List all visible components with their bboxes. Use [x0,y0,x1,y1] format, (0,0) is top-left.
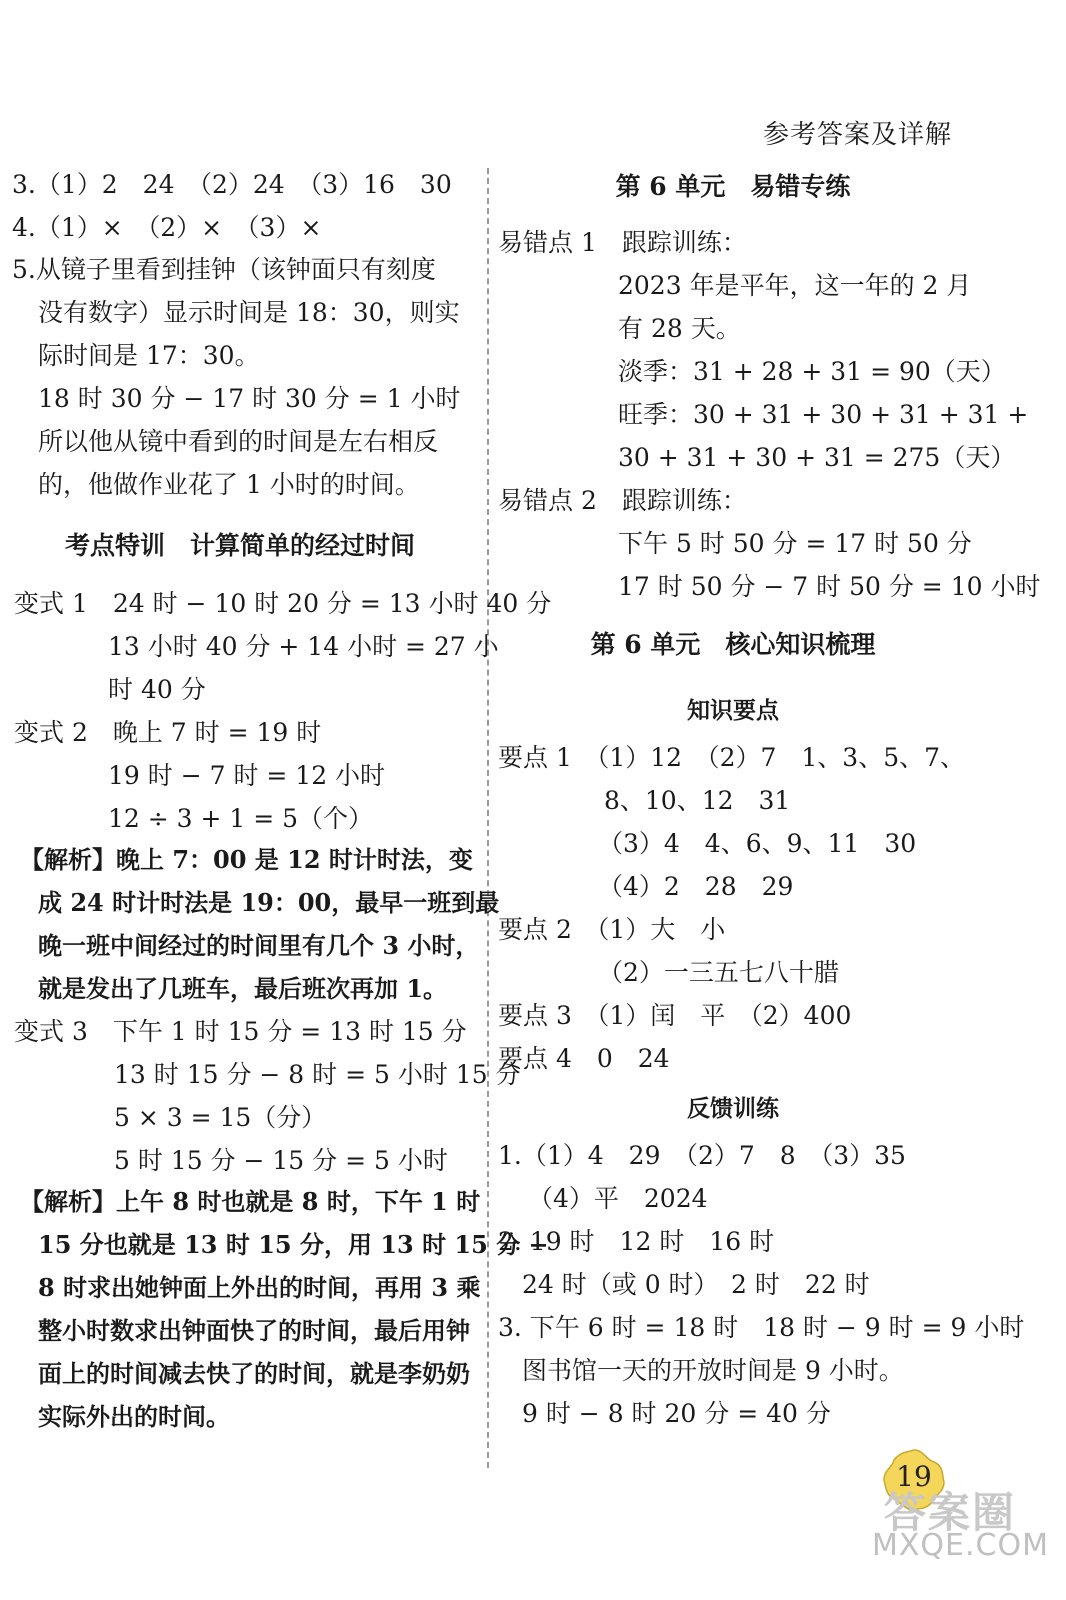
variant-line: 变式 3 下午 1 时 15 分 = 13 时 15 分 [14,1017,467,1046]
error-point-line: 有 28 天。 [618,314,741,343]
key-point-line: （2）一三五七八十腊 [598,958,839,987]
variant-line: 5 时 15 分 − 15 分 = 5 小时 [114,1146,448,1175]
key-point-line: 8、10、12 31 [604,786,791,815]
answer-line: 没有数字）显示时间是 18：30，则实 [38,298,460,327]
answer-line: 际时间是 17：30。 [38,341,260,370]
watermark-site: MXQE.COM [872,1528,1049,1563]
variant-line: 变式 1 24 时 − 10 时 20 分 = 13 小时 40 分 [14,589,552,618]
feedback-line: 2. 19 时 12 时 16 时 [498,1227,775,1256]
variant-line: 13 小时 40 分 + 14 小时 = 27 小 [108,632,499,661]
key-point-line: 要点 1 （1）12 （2）7 1、3、5、7、 [498,743,966,772]
variant-line: 5 × 3 = 15（分） [114,1103,327,1132]
error-point-line: 30 + 31 + 30 + 31 = 275（天） [618,443,1016,472]
analysis-line: 15 分也就是 13 时 15 分，用 13 时 15 分 − [38,1230,549,1259]
answer-line: 18 时 30 分 − 17 时 30 分 = 1 小时 [38,384,461,413]
feedback-line: （4）平 2024 [528,1184,708,1213]
error-point-line: 2023 年是平年，这一年的 2 月 [618,271,972,300]
watermark-logo: 答案圈 [884,1488,1017,1537]
feedback-line: 3. 下午 6 时 = 18 时 18 时 − 9 时 = 9 小时 [498,1313,1025,1342]
variant-line: 变式 2 晚上 7 时 = 19 时 [14,718,322,747]
analysis-line: 8 时求出她钟面上外出的时间，再用 3 乘 [38,1273,481,1302]
error-point-line: 易错点 2 跟踪训练： [498,486,747,515]
error-point-line: 下午 5 时 50 分 = 17 时 50 分 [618,529,972,558]
feedback-line: 24 时（或 0 时） 2 时 22 时 [522,1270,870,1299]
variant-line: 时 40 分 [108,675,206,704]
variant-line: 19 时 − 7 时 = 12 小时 [108,761,386,790]
feedback-line: 图书馆一天的开放时间是 9 小时。 [522,1356,904,1385]
answer-line: 所以他从镜中看到的时间是左右相反 [38,427,439,456]
answer-line: 3.（1）2 24 （2）24 （3）16 30 [12,170,452,199]
error-point-line: 17 时 50 分 − 7 时 50 分 = 10 小时 [618,572,1041,601]
key-point-line: （3）4 4、6、9、11 30 [598,829,917,858]
analysis-line: 【解析】晚上 7：00 是 12 时计时法，变 [20,845,473,874]
analysis-line: 整小时数求出钟面快了的时间，最后用钟 [38,1316,470,1345]
analysis-line: 成 24 时计时法是 19：00，最早一班到最 [38,888,500,917]
section-title: 第 6 单元 易错专练 [615,172,851,201]
analysis-line: 实际外出的时间。 [38,1402,230,1431]
variant-line: 13 时 15 分 − 8 时 = 5 小时 15 分 [114,1060,521,1089]
analysis-line: 就是发出了几班车，最后班次再加 1。 [38,974,448,1003]
variant-line: 12 ÷ 3 + 1 = 5（个） [108,804,374,833]
page-header: 参考答案及详解 [762,120,952,150]
key-point-line: 要点 2 （1）大 小 [498,915,726,944]
answer-line: 4.（1）× （2）× （3）× [12,213,322,242]
analysis-line: 晚一班中间经过的时间里有几个 3 小时， [38,931,480,960]
feedback-line: 9 时 − 8 时 20 分 = 40 分 [522,1399,831,1428]
answer-line: 5.从镜子里看到挂钟（该钟面只有刻度 [12,255,436,284]
key-point-line: 要点 3 （1）闰 平 （2）400 [498,1001,852,1030]
key-point-line: 要点 4 0 24 [498,1044,670,1073]
key-point-line: （4）2 28 29 [598,872,794,901]
error-point-line: 易错点 1 跟踪训练： [498,228,747,257]
analysis-line: 面上的时间减去快了的时间，就是李奶奶 [38,1359,470,1388]
error-point-line: 淡季：31 + 28 + 31 = 90（天） [618,357,1006,386]
page-number: 19 [896,1460,932,1493]
feedback-line: 1.（1）4 29 （2）7 8 （3）35 [498,1141,906,1170]
error-point-line: 旺季：30 + 31 + 30 + 31 + 31 + [618,400,1029,429]
analysis-line: 【解析】上午 8 时也就是 8 时，下午 1 时 [20,1187,481,1216]
subsection-title: 知识要点 [687,697,779,724]
column-divider [487,168,489,1468]
answer-line: 的，他做作业花了 1 小时的时间。 [38,470,420,499]
section-title: 考点特训 计算简单的经过时间 [64,531,415,560]
section-title: 第 6 单元 核心知识梳理 [590,630,876,659]
subsection-title: 反馈训练 [687,1095,779,1122]
